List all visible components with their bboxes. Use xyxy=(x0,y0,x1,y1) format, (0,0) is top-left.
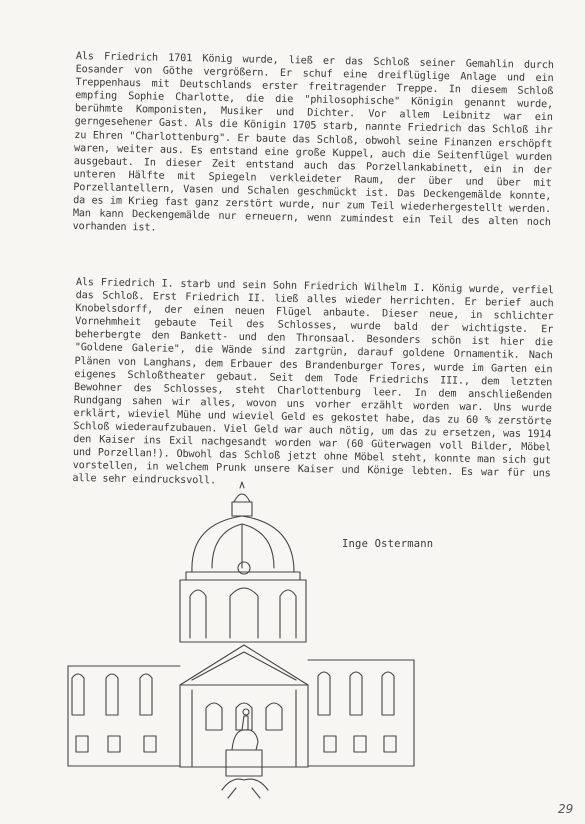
dome xyxy=(186,516,300,580)
equestrian-statue xyxy=(222,709,268,798)
pediment xyxy=(180,645,308,685)
paragraph-castle-tour: Als Friedrich I. starb und sein Sohn Friedrich Wilhelm I. König wurde, verfiel das Schloß. Erst Friedrich II. ließ alles wieder herrichten. Er berief auch Knobelsdorff, der einen neuen Flügel anbaute. Dieser neue, in schlichter Vornehmheit gebaute Teil des Schlosses, wurde bald der wichtigste. Er beherbergte den Bankett- und den Thronsaal. Besonders schön ist hier die "Goldene Galerie", die Wände sind zartgrün, darauf goldene Ornamentik. Nach Plänen von Langhans, dem Erbauer des Brandenburger Tores, wurde im Garten ein eigenes Schloßtheater gebaut. Seit dem Tode Friedrichs III., dem letzten Bewohner des Schlosses, steht Charlottenburg leer. In dem anschließenden Rundgang sahen wir alles, wovon uns vorher erzählt worden war. Uns wurde erklärt, wieviel Mühe und wieviel Geld es gekostet habe, das zu 60 % zerstörte Schloß wiederaufzubauen. Viel Geld war auch nötig, um das zu ersetzen, was 1914 den Kaiser ins Exil nachgesandt worden war (60 Güterwagen voll Bilder, Möbel und Porzellan!). Obwohl das Schloß jetzt ohne Möbel steht, konnte man sich gut vorstellen, in welchem Prunk unsere Kaiser und Könige lebten. Es war für uns alle sehr eindrucksvoll. xyxy=(72,276,554,487)
right-wing xyxy=(308,660,414,766)
dome-lantern xyxy=(232,482,252,516)
center-portico xyxy=(180,685,308,767)
left-wing xyxy=(68,666,180,766)
page-number: 29 xyxy=(558,802,574,816)
castle-drawing xyxy=(62,480,442,810)
author-signature: Inge Ostermann xyxy=(342,538,434,550)
paragraph-charlottenburg-history: Als Friedrich 1701 König wurde, ließ er das Schloß seiner Gemahlin durch Eosander von Göthe vergrößern. Er schuf eine dreiflüglige Anlage und ein Treppenhaus mit Deutschlands erster freitragender Treppe. In diesem Schloß empfing Sophie Charlotte, die die "philosophische" Königin genannt wurde, berühmte Komponisten, Musiker und Dichter. Vor allem Leibnitz war ein gerngesehener Gast. Als die Königin 1705 starb, nannte Friedrich das Schloß ihr zu Ehren "Charlottenburg". Er baute das Schloß, obwohl seine Finanzen erschöpft waren, weiter aus. Es entstand eine große Kuppel, auch die Seitenflügel wurden ausgebaut. In dieser Zeit entstand auch das Porzellankabinett, ein in der unteren Hälfte mit Spiegeln verkleideter Raum, der über und über mit Porzellantellern, Vasen und Schalen geschmückt ist. Das Deckengemälde konnte, da es im Krieg fast ganz zerstört wurde, nur zum Teil wiederhergestellt werden. Man kann Deckengemälde nur erneuern, wenn zumindest ein Teil des alten noch vorhanden ist. xyxy=(72,50,554,234)
central-tower xyxy=(180,562,306,642)
